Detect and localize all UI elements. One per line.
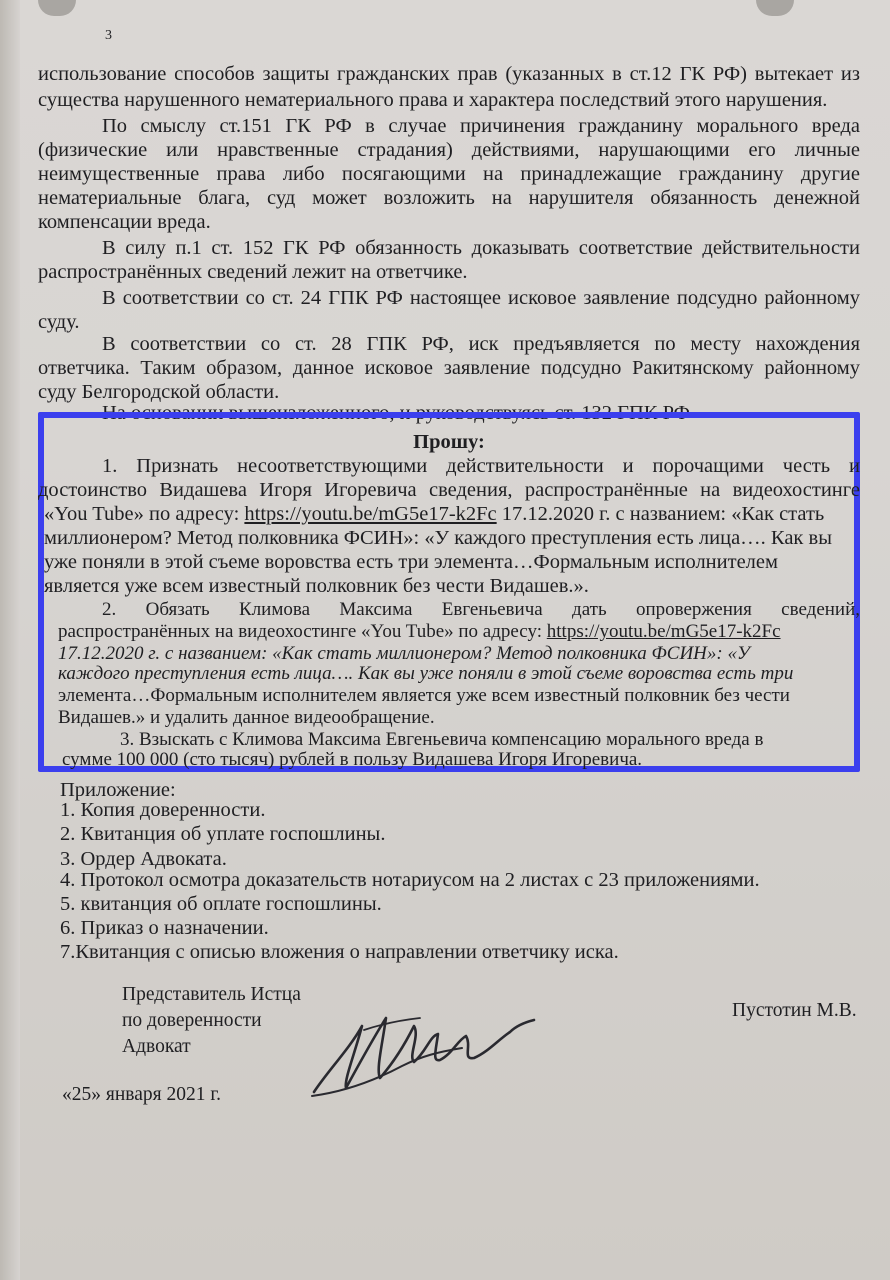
appendix-item-3: 3. Ордер Адвоката. [60, 848, 227, 870]
signatory-role-line-1: Представитель Истца [122, 984, 301, 1005]
youtube-link-1[interactable]: https://youtu.be/mG5e17-k2Fc [244, 503, 497, 525]
p5-line-1: В соответствии со ст. 28 ГПК РФ, иск предъявляется по месту нахождения [102, 333, 860, 355]
p2-line-4: нематериальные блага, суд может возложить на нарушителя обязанность денежной [38, 187, 860, 209]
binder-hole-right [756, 0, 794, 16]
request-item3-line-1: 3. Взыскать с Климова Максима Евгеньевича компенсацию морального вреда в [120, 729, 764, 750]
request-item2-line-5: элемента…Формальным исполнителем является уже всем известный полковник без чести [58, 685, 790, 706]
p4-line-1: В соответствии со ст. 24 ГПК РФ настоящее исковое заявление подсудно районному [102, 287, 860, 309]
youtube-link-2[interactable]: https://youtu.be/mG5e17-k2Fc [546, 621, 781, 642]
p1-line-2: существа нарушенного нематериального права и характера последствий этого нарушения. [38, 89, 828, 111]
request-item2-line-6: Видашев.» и удалить данное видеообращение. [58, 707, 435, 728]
appendix-item-6: 6. Приказ о назначении. [60, 917, 269, 939]
appendix-item-5: 5. квитанция об оплате госпошлины. [60, 893, 382, 915]
request-item2-line-4: каждого преступления есть лица…. Как вы уже поняли в этой съеме воровства есть три [58, 663, 794, 684]
appendix-item-1: 1. Копия доверенности. [60, 799, 266, 821]
request-item1-line-3 [44, 502, 860, 526]
document-date: «25» января 2021 г. [62, 1084, 222, 1105]
request-item2-line-2 [58, 620, 858, 644]
p2-line-3: неимущественные права либо посягающими на принадлежащие гражданину другие [38, 163, 860, 185]
request-item2-line-2-prefix: распространённых на видеохостинге «You Tube» по адресу: [58, 621, 547, 642]
request-item1-line-1: 1. Признать несоответствующими действительности и порочащими честь и [102, 455, 860, 477]
request-item1-line-3-prefix: «You Tube» по адресу: [44, 503, 245, 525]
request-item1-line-4: миллионером? Метод полковника ФСИН»: «У каждого преступления есть лица…. Как вы [44, 527, 832, 549]
appendix-item-4: 4. Протокол осмотра доказательств нотариусом на 2 листах с 23 приложениями. [60, 869, 760, 891]
request-item1-line-6: является уже всем известный полковник без чести Видашев.». [44, 575, 589, 597]
p5-line-2: ответчика. Таким образом, данное исковое заявление подсудно Ракитянскому районному [38, 357, 860, 379]
signatory-role [122, 982, 301, 1060]
p4-line-2: суду. [38, 311, 80, 333]
appendix-title: Приложение: [60, 779, 176, 801]
signatory-name: Пустотин М.В. [732, 1000, 857, 1021]
p3-line-2: распространённых сведений лежит на ответчике. [38, 261, 468, 283]
p6-line-partially-hidden: На основании вышеизложенного, и руководствуясь ст. 132 ГПК РФ [102, 402, 690, 424]
signatory-role-line-3: Адвокат [122, 1036, 191, 1057]
page-edge-shadow [0, 0, 20, 1280]
binder-hole-left [38, 0, 76, 16]
p2-line-5: компенсации вреда. [38, 211, 211, 233]
page-number: 3 [105, 28, 112, 43]
request-item1-line-5: уже поняли в этой съеме воровства есть три элемента…Формальным исполнителем [44, 551, 778, 573]
request-item3-line-2: сумме 100 000 (сто тысяч) рублей в пользу Видашева Игоря Игоревича. [62, 749, 643, 770]
p2-line-2: (физические или нравственные страдания) действиями, нарушающими его личные [38, 139, 860, 161]
request-item2-line-3: 17.12.2020 г. с названием: «Как стать миллионером? Метод полковника ФСИН»: «У [58, 643, 750, 664]
handwritten-signature [302, 996, 542, 1106]
p3-line-1: В силу п.1 ст. 152 ГК РФ обязанность доказывать соответствие действительности [102, 237, 860, 259]
p2-line-1: По смыслу ст.151 ГК РФ в случае причинения гражданину морального вреда [102, 115, 860, 137]
request-item2-line-1: 2. Обязать Климова Максима Евгеньевича дать опровержения сведений, [102, 599, 860, 620]
p1-line-1: использование способов защиты гражданских прав (указанных в ст.12 ГК РФ) вытекает из [38, 63, 860, 85]
appendix-item-2: 2. Квитанция об уплате госпошлины. [60, 823, 386, 845]
signatory-role-line-2: по доверенности [122, 1010, 262, 1031]
request-item1-line-3-suffix: 17.12.2020 г. с названием: «Как стать [496, 503, 825, 525]
p5-line-3: суду Белгородской области. [38, 381, 280, 403]
appendix-item-7: 7.Квитанция с описью вложения о направлении ответчику иска. [60, 941, 619, 963]
request-item1-line-2: достоинство Видашева Игоря Игоревича сведения, распространённые на видеохостинге [38, 479, 860, 501]
request-heading: Прошу: [413, 431, 485, 453]
